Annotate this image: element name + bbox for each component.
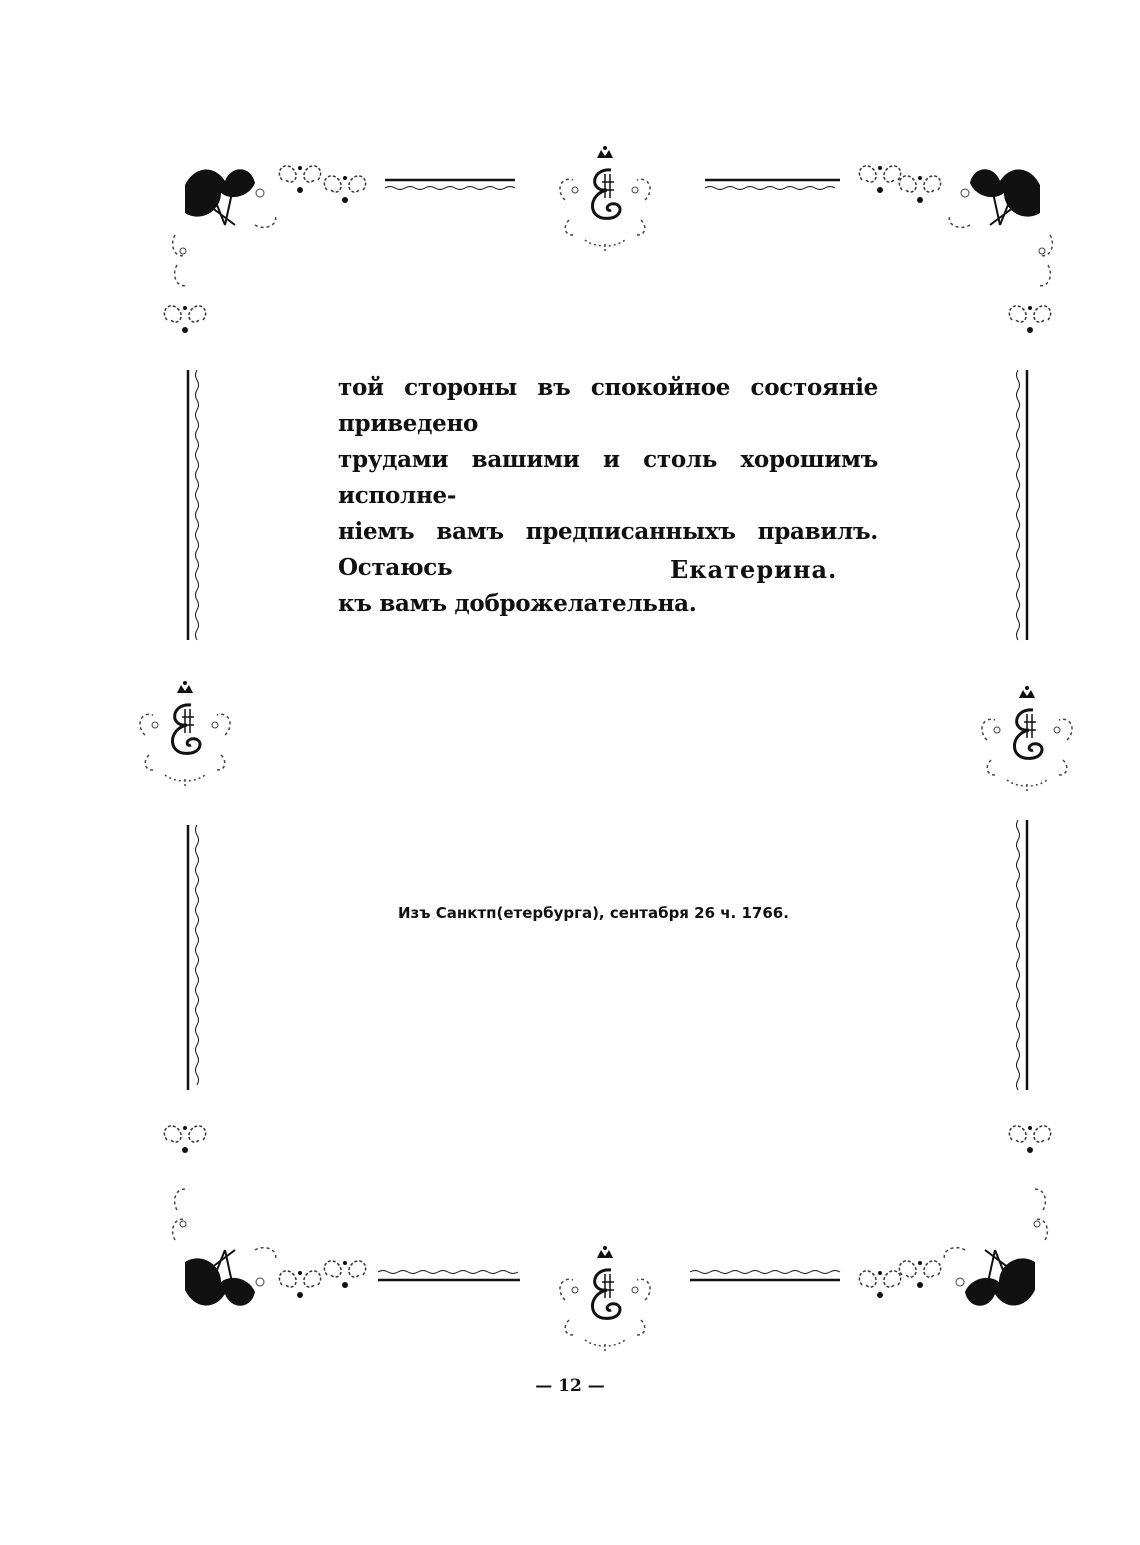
- swirl-icon: [324, 176, 365, 203]
- dateline: Изъ Санктп(етербурга), сентабря 26 ч. 1766.: [398, 904, 789, 922]
- swirl-icon: [164, 306, 205, 333]
- swirl-icon: [859, 166, 900, 193]
- monogram-bottom-icon: [560, 1246, 650, 1354]
- letter-line: той стороны въ спокойное состояніе приведено: [338, 374, 878, 437]
- swirl-icon: [279, 166, 320, 193]
- monogram-right-icon: [982, 686, 1072, 794]
- page-number: — 12 —: [535, 1376, 605, 1396]
- letter-line: ніемъ вамъ предписанныхъ правилъ. Остаюсь: [338, 518, 878, 581]
- swirl-icon: [899, 1261, 940, 1288]
- swirl-icon: [279, 1271, 320, 1298]
- corner-top-right-icon: [949, 169, 1052, 285]
- letter-line: къ вамъ доброжелательна.: [338, 590, 697, 617]
- letter-line: трудами вашими и столь хорошимъ исполне-: [338, 446, 878, 509]
- signature: Екатерина.: [670, 555, 838, 584]
- swirl-icon: [1009, 306, 1050, 333]
- swirl-icon: [1009, 1126, 1050, 1153]
- bottom-rail: [378, 1271, 840, 1281]
- swirl-icon: [899, 176, 940, 203]
- corner-bottom-left-icon: [173, 1189, 276, 1305]
- swirl-icon: [859, 1271, 900, 1298]
- letter-body: [338, 370, 878, 622]
- monogram-top-icon: [560, 146, 650, 254]
- corner-bottom-right-icon: [944, 1189, 1047, 1305]
- swirl-icon: [164, 1126, 205, 1153]
- swirl-icon: [324, 1261, 365, 1288]
- corner-top-left-icon: [173, 169, 276, 285]
- monogram-left-icon: [140, 681, 230, 789]
